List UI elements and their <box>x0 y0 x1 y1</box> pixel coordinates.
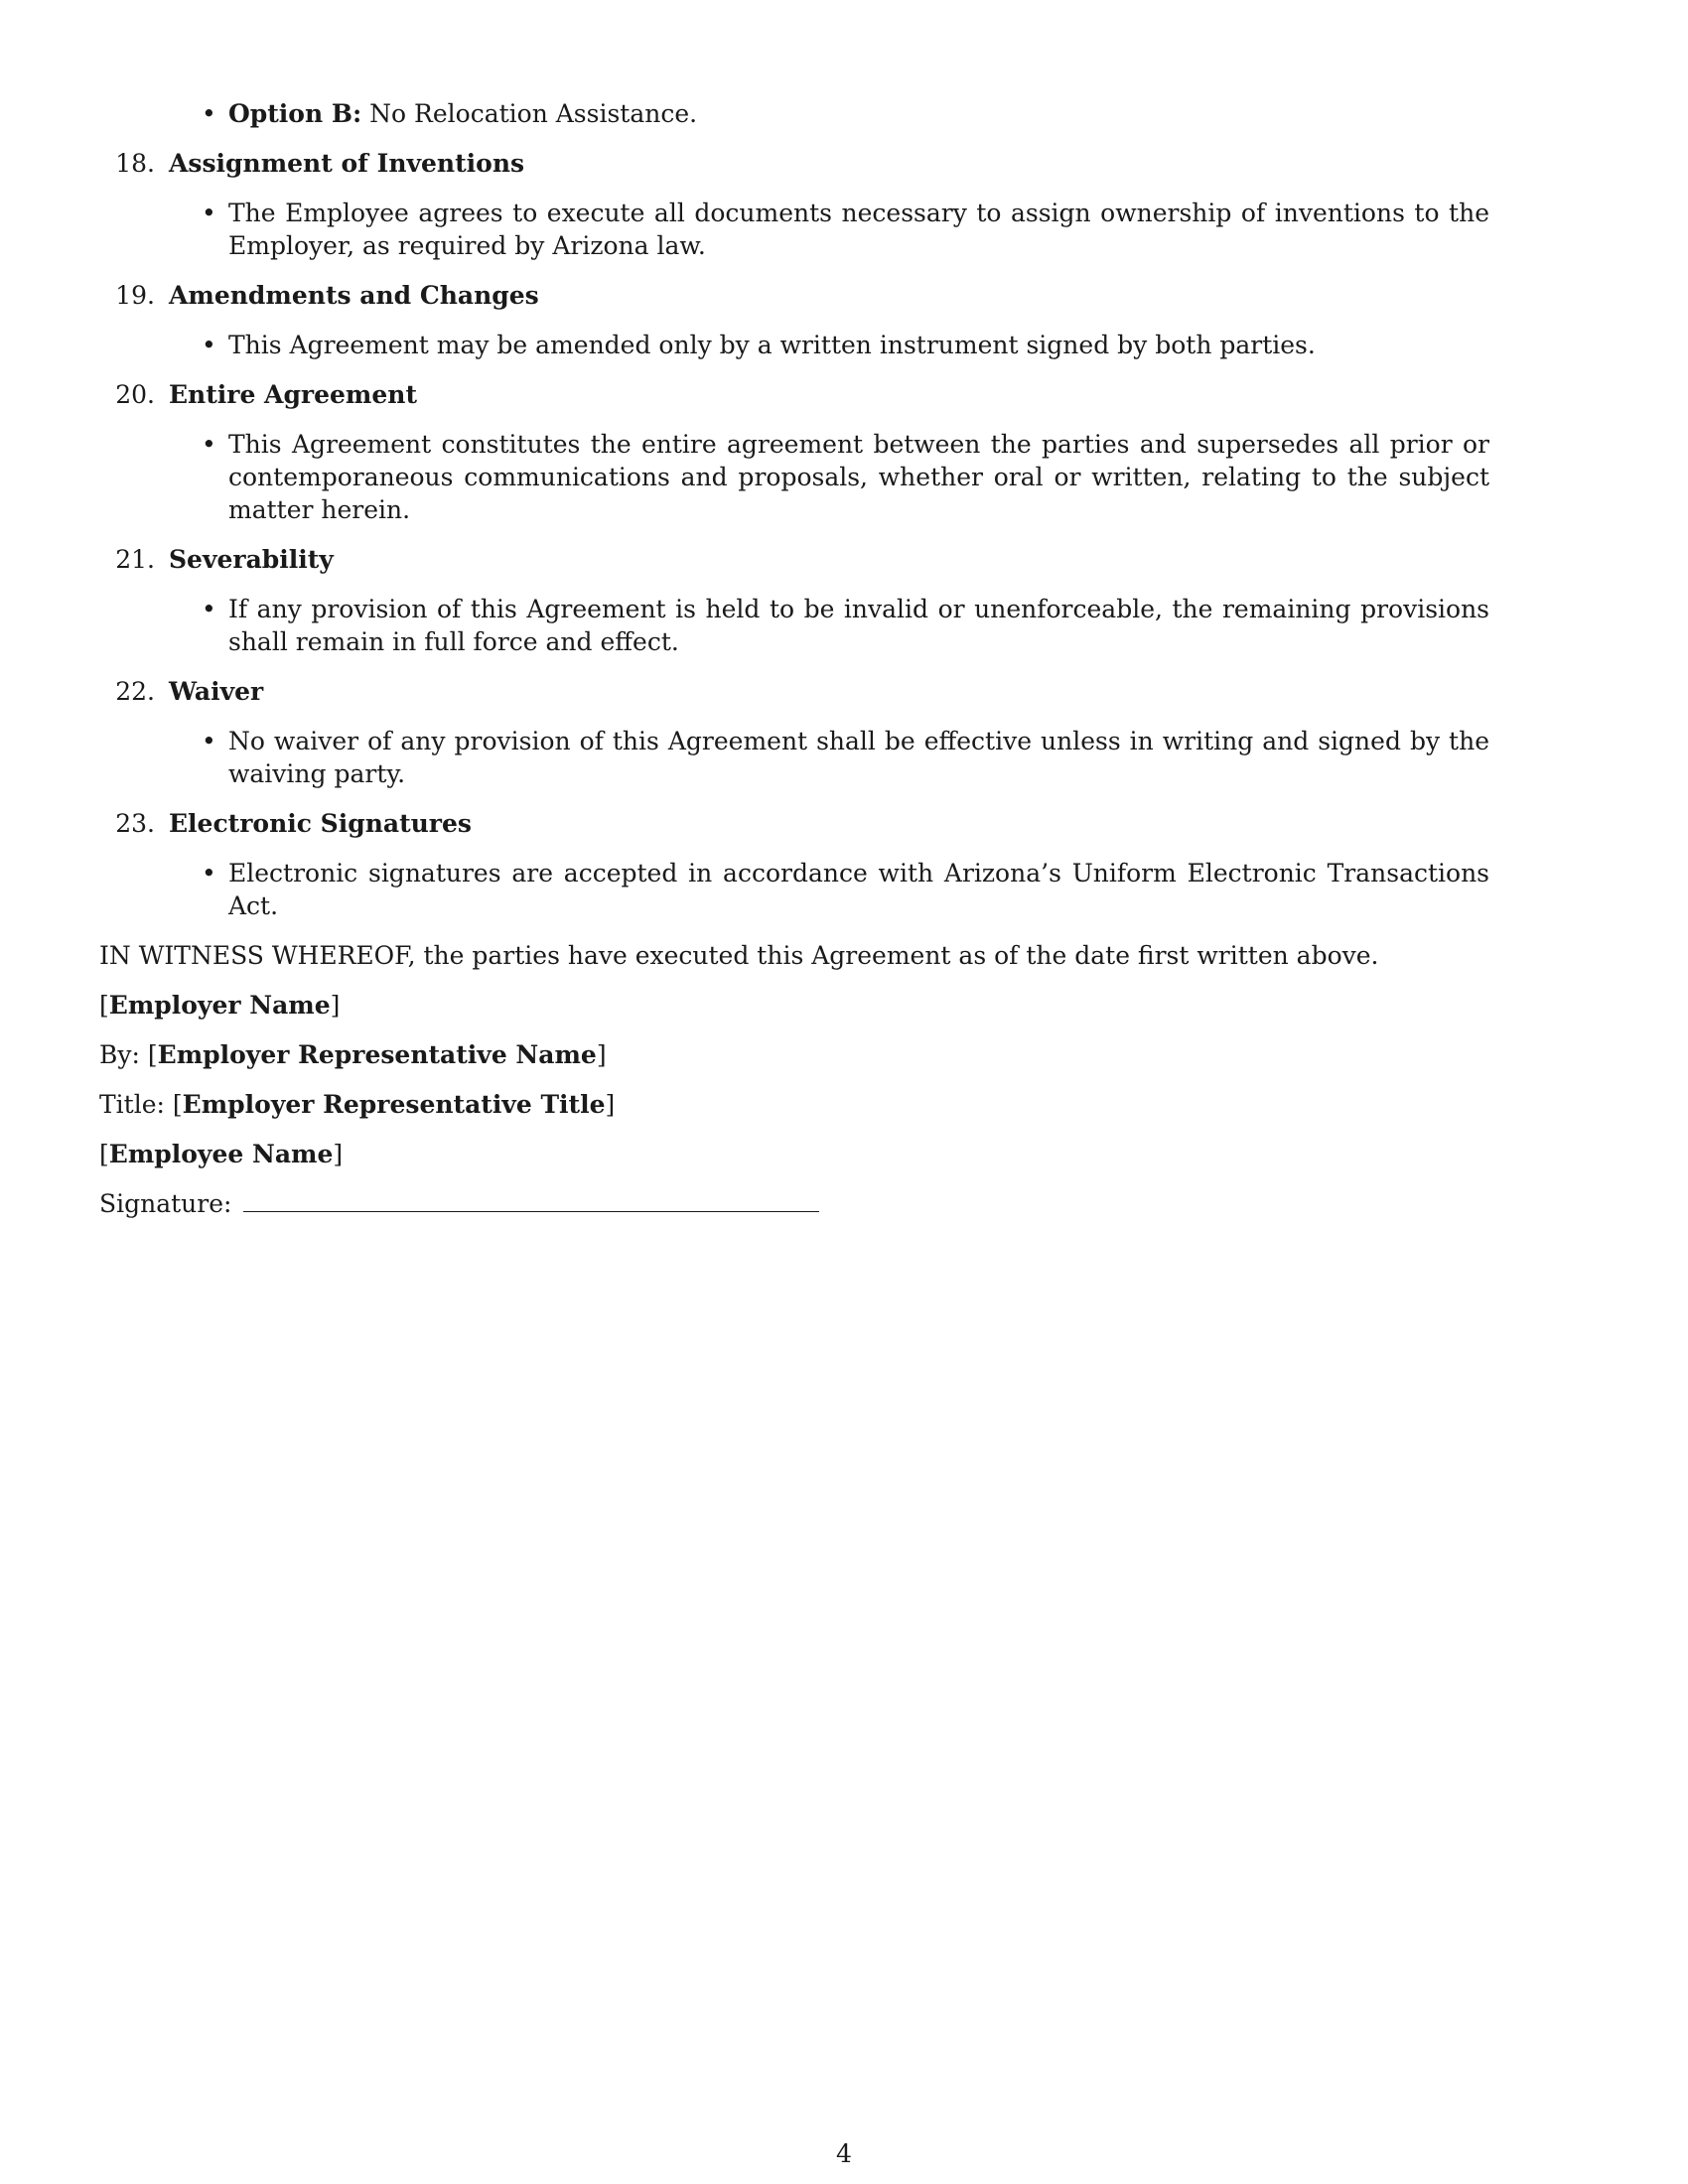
section-heading-18 <box>99 147 1589 180</box>
section-title: Waiver <box>169 677 264 706</box>
document-body <box>99 97 1589 1220</box>
employer-rep-block: By: [Employer Representative Name] <box>99 1040 607 1069</box>
section-number: 21. <box>115 545 155 574</box>
section-number: 23. <box>115 809 155 838</box>
section-number: 22. <box>115 677 155 706</box>
section-bullet-18 <box>99 197 1589 262</box>
employer-rep-name-placeholder: Employer Representative Name <box>157 1040 597 1069</box>
section-heading-19 <box>99 279 1589 312</box>
bullet-icon: • <box>202 331 216 359</box>
section-bullet-19 <box>99 329 1589 361</box>
bullet-icon: • <box>202 595 216 623</box>
section-title: Severability <box>169 545 334 574</box>
section-bullet-20 <box>99 428 1589 526</box>
bullet-icon: • <box>202 199 216 227</box>
bullet-icon: • <box>202 859 216 887</box>
bullet-icon: • <box>202 727 216 755</box>
section-bullet-21 <box>99 593 1589 658</box>
section-heading-22 <box>99 675 1589 708</box>
employer-title-block: Title: [Employer Representative Title] <box>99 1090 616 1119</box>
section-heading-20 <box>99 378 1589 411</box>
title-label: Title: <box>99 1090 173 1119</box>
section-heading-23 <box>99 807 1589 840</box>
bullet-text: This Agreement constitutes the entire agreement between the parties and supersedes all prior or contemporaneous communications and proposals, whether oral or written, relating to the subject matter herein. <box>228 430 1489 524</box>
bullet-text: Electronic signatures are accepted in accordance with Arizona’s Uniform Electronic Transactions Act. <box>228 859 1489 920</box>
signature-line[interactable] <box>243 1187 819 1212</box>
bullet-option-b <box>99 97 1589 130</box>
bullet-icon: • <box>202 430 216 459</box>
section-number: 20. <box>115 380 155 409</box>
witness-statement: IN WITNESS WHEREOF, the parties have executed this Agreement as of the date first written above. <box>99 941 1379 970</box>
signature-block <box>99 1187 1589 1220</box>
section-bullet-23 <box>99 857 1589 922</box>
section-number: 18. <box>115 149 155 178</box>
option-b-text: No Relocation Assistance. <box>361 99 698 128</box>
section-heading-21 <box>99 543 1589 576</box>
bullet-text: This Agreement may be amended only by a written instrument signed by both parties. <box>228 331 1316 359</box>
section-title: Entire Agreement <box>169 380 417 409</box>
section-number: 19. <box>115 281 155 310</box>
employee-name-placeholder: Employee Name <box>108 1140 334 1168</box>
page-number: 4 <box>836 2139 852 2168</box>
section-title: Amendments and Changes <box>169 281 539 310</box>
bullet-text: The Employee agrees to execute all documents necessary to assign ownership of inventions to the Employer, as required by Arizona law. <box>228 199 1489 260</box>
section-title: Assignment of Inventions <box>169 149 525 178</box>
employer-rep-title-placeholder: Employer Representative Title <box>182 1090 606 1119</box>
section-title: Electronic Signatures <box>169 809 472 838</box>
bullet-icon: • <box>202 99 216 128</box>
bullet-text: If any provision of this Agreement is held to be invalid or unenforceable, the remaining provisions shall remain in full force and effect. <box>228 595 1489 656</box>
option-b-label: Option B: <box>228 99 362 128</box>
employer-name-placeholder: Employer Name <box>108 991 331 1020</box>
employer-name-block: [Employer Name] <box>99 991 341 1020</box>
bullet-text: No waiver of any provision of this Agreement shall be effective unless in writing and signed by the waiving party. <box>228 727 1489 788</box>
section-bullet-22 <box>99 725 1589 790</box>
employee-name-block: [Employee Name] <box>99 1140 344 1168</box>
by-label: By: <box>99 1040 148 1069</box>
signature-label: Signature: <box>99 1189 232 1218</box>
